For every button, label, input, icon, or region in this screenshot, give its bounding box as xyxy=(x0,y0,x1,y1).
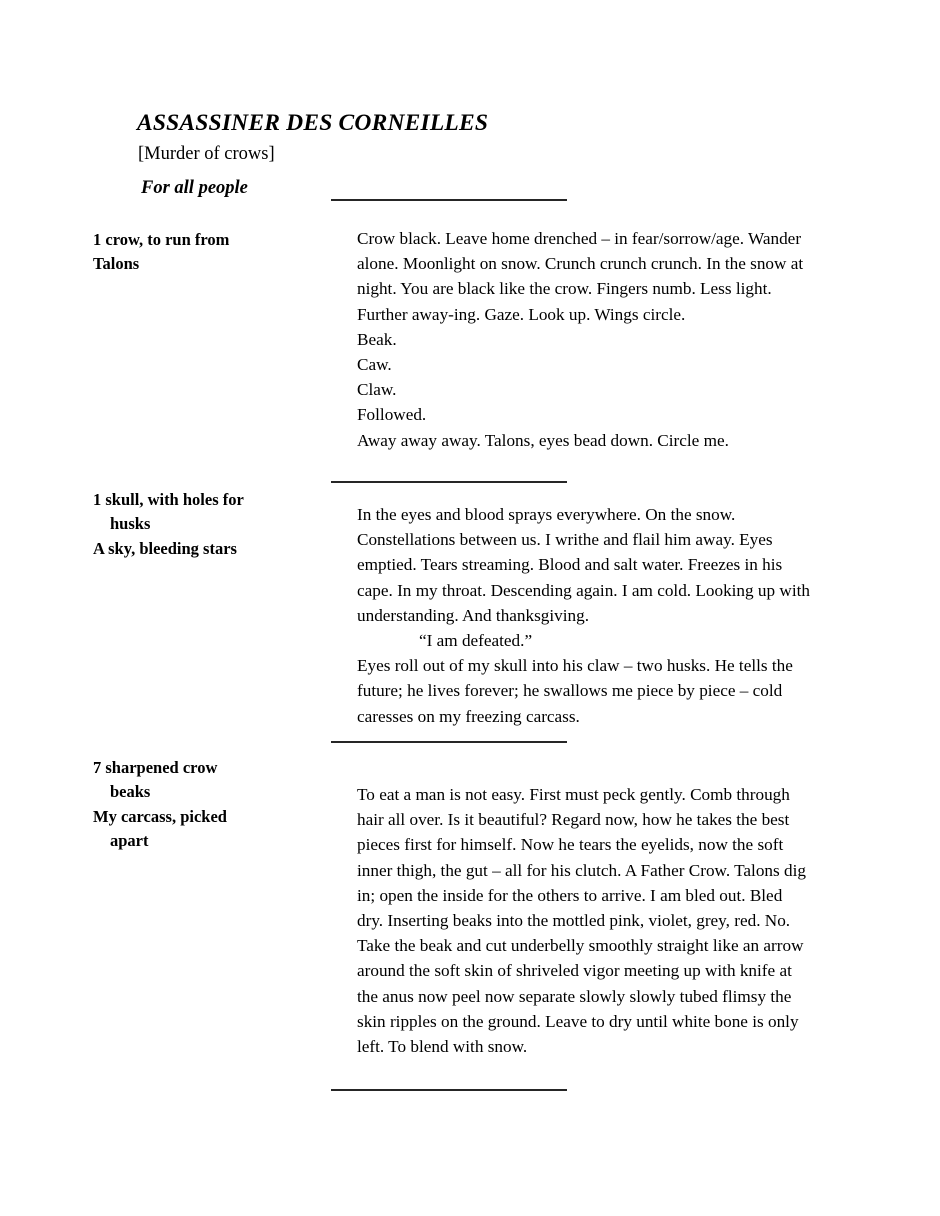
page-title: ASSASSINER DES CORNEILLES xyxy=(137,110,489,136)
stanza-body-text: Followed. xyxy=(357,405,427,425)
stanza-label-line: Talons xyxy=(93,254,140,274)
section-divider-rule xyxy=(331,199,567,201)
stanza-label-line: My carcass, picked xyxy=(93,806,227,826)
stanza-body-quote: “I am defeated.” xyxy=(419,630,533,650)
stanza-body-text: Beak. xyxy=(357,329,397,349)
stanza-label-line: 7 sharpened crow xyxy=(93,758,218,777)
stanza-body-text: Eyes roll out of my skull into his claw – two husks. He tells the future; he lives forever; he swallows me piece by piece – cold caresses on my freezing carcass. xyxy=(357,656,793,726)
stanza-label-line: A sky, bleeding stars xyxy=(93,538,237,558)
section-divider-rule xyxy=(331,741,567,743)
stanza-body-text: Away away away. Talons, eyes bead down. Circle me. xyxy=(357,430,729,450)
stanza-body-text: Caw. xyxy=(357,354,392,374)
stanza-label-line: 1 crow, to run from xyxy=(93,230,230,249)
stanza-body-text: In the eyes and blood sprays everywhere. On the snow. Constellations between us. I writhe and flail him away. Eyes emptied. Tears streaming. Blood and salt water. Freezes in his cape. In my throat. Descending again. I am cold. Looking up with understanding. And thanksgiving. xyxy=(357,505,810,625)
page-subtitle: [Murder of crows] xyxy=(138,143,275,164)
stanza-label-line: apart xyxy=(110,830,149,850)
stanza-body-column xyxy=(357,502,812,729)
section-divider-rule xyxy=(331,1089,567,1091)
stanza-body-column xyxy=(357,226,812,453)
stanza-label-column xyxy=(93,488,325,561)
stanza-label-line: beaks xyxy=(110,782,151,802)
title-block xyxy=(137,110,737,166)
stanza-body-column xyxy=(357,782,812,1059)
stanza-body-text: Crow black. Leave home drenched – in fear/sorrow/age. Wander alone. Moonlight on snow. Crunch crunch crunch. In the snow at night. You are black like the crow. Fingers numb. Less light. Further away-ing. Gaze. Look up. Wings circle. xyxy=(357,229,804,324)
section-divider-rule xyxy=(331,481,567,483)
stanza-label-column xyxy=(93,756,325,853)
stanza-label-line: husks xyxy=(110,514,151,534)
stanza-label-column xyxy=(93,228,325,277)
stanza-label-line: 1 skull, with holes for xyxy=(93,490,244,509)
dedication-text: For all people xyxy=(141,178,248,198)
stanza-body-text: To eat a man is not easy. First must peck gently. Comb through hair all over. Is it beautiful? Regard now, how he takes the best pieces first for himself. Now he tears the eyelids, now the soft inner thigh, the gut – all for his clutch. A Father Crow. Talons dig in; open the inside for the others to arrive. I am bled out. Bled dry. Inserting beaks into the mottled pink, violet, grey, red. No. Take the beak and cut underbelly smoothly straight like an arrow around the soft skin of shriveled vigor meeting up with knife at the anus now peel now separate slowly slowly tubed flimsy the skin ripples on the ground. Leave to dry until white bone is only left. To blend with snow. xyxy=(357,785,806,1056)
stanza-body-text: Claw. xyxy=(357,380,397,400)
